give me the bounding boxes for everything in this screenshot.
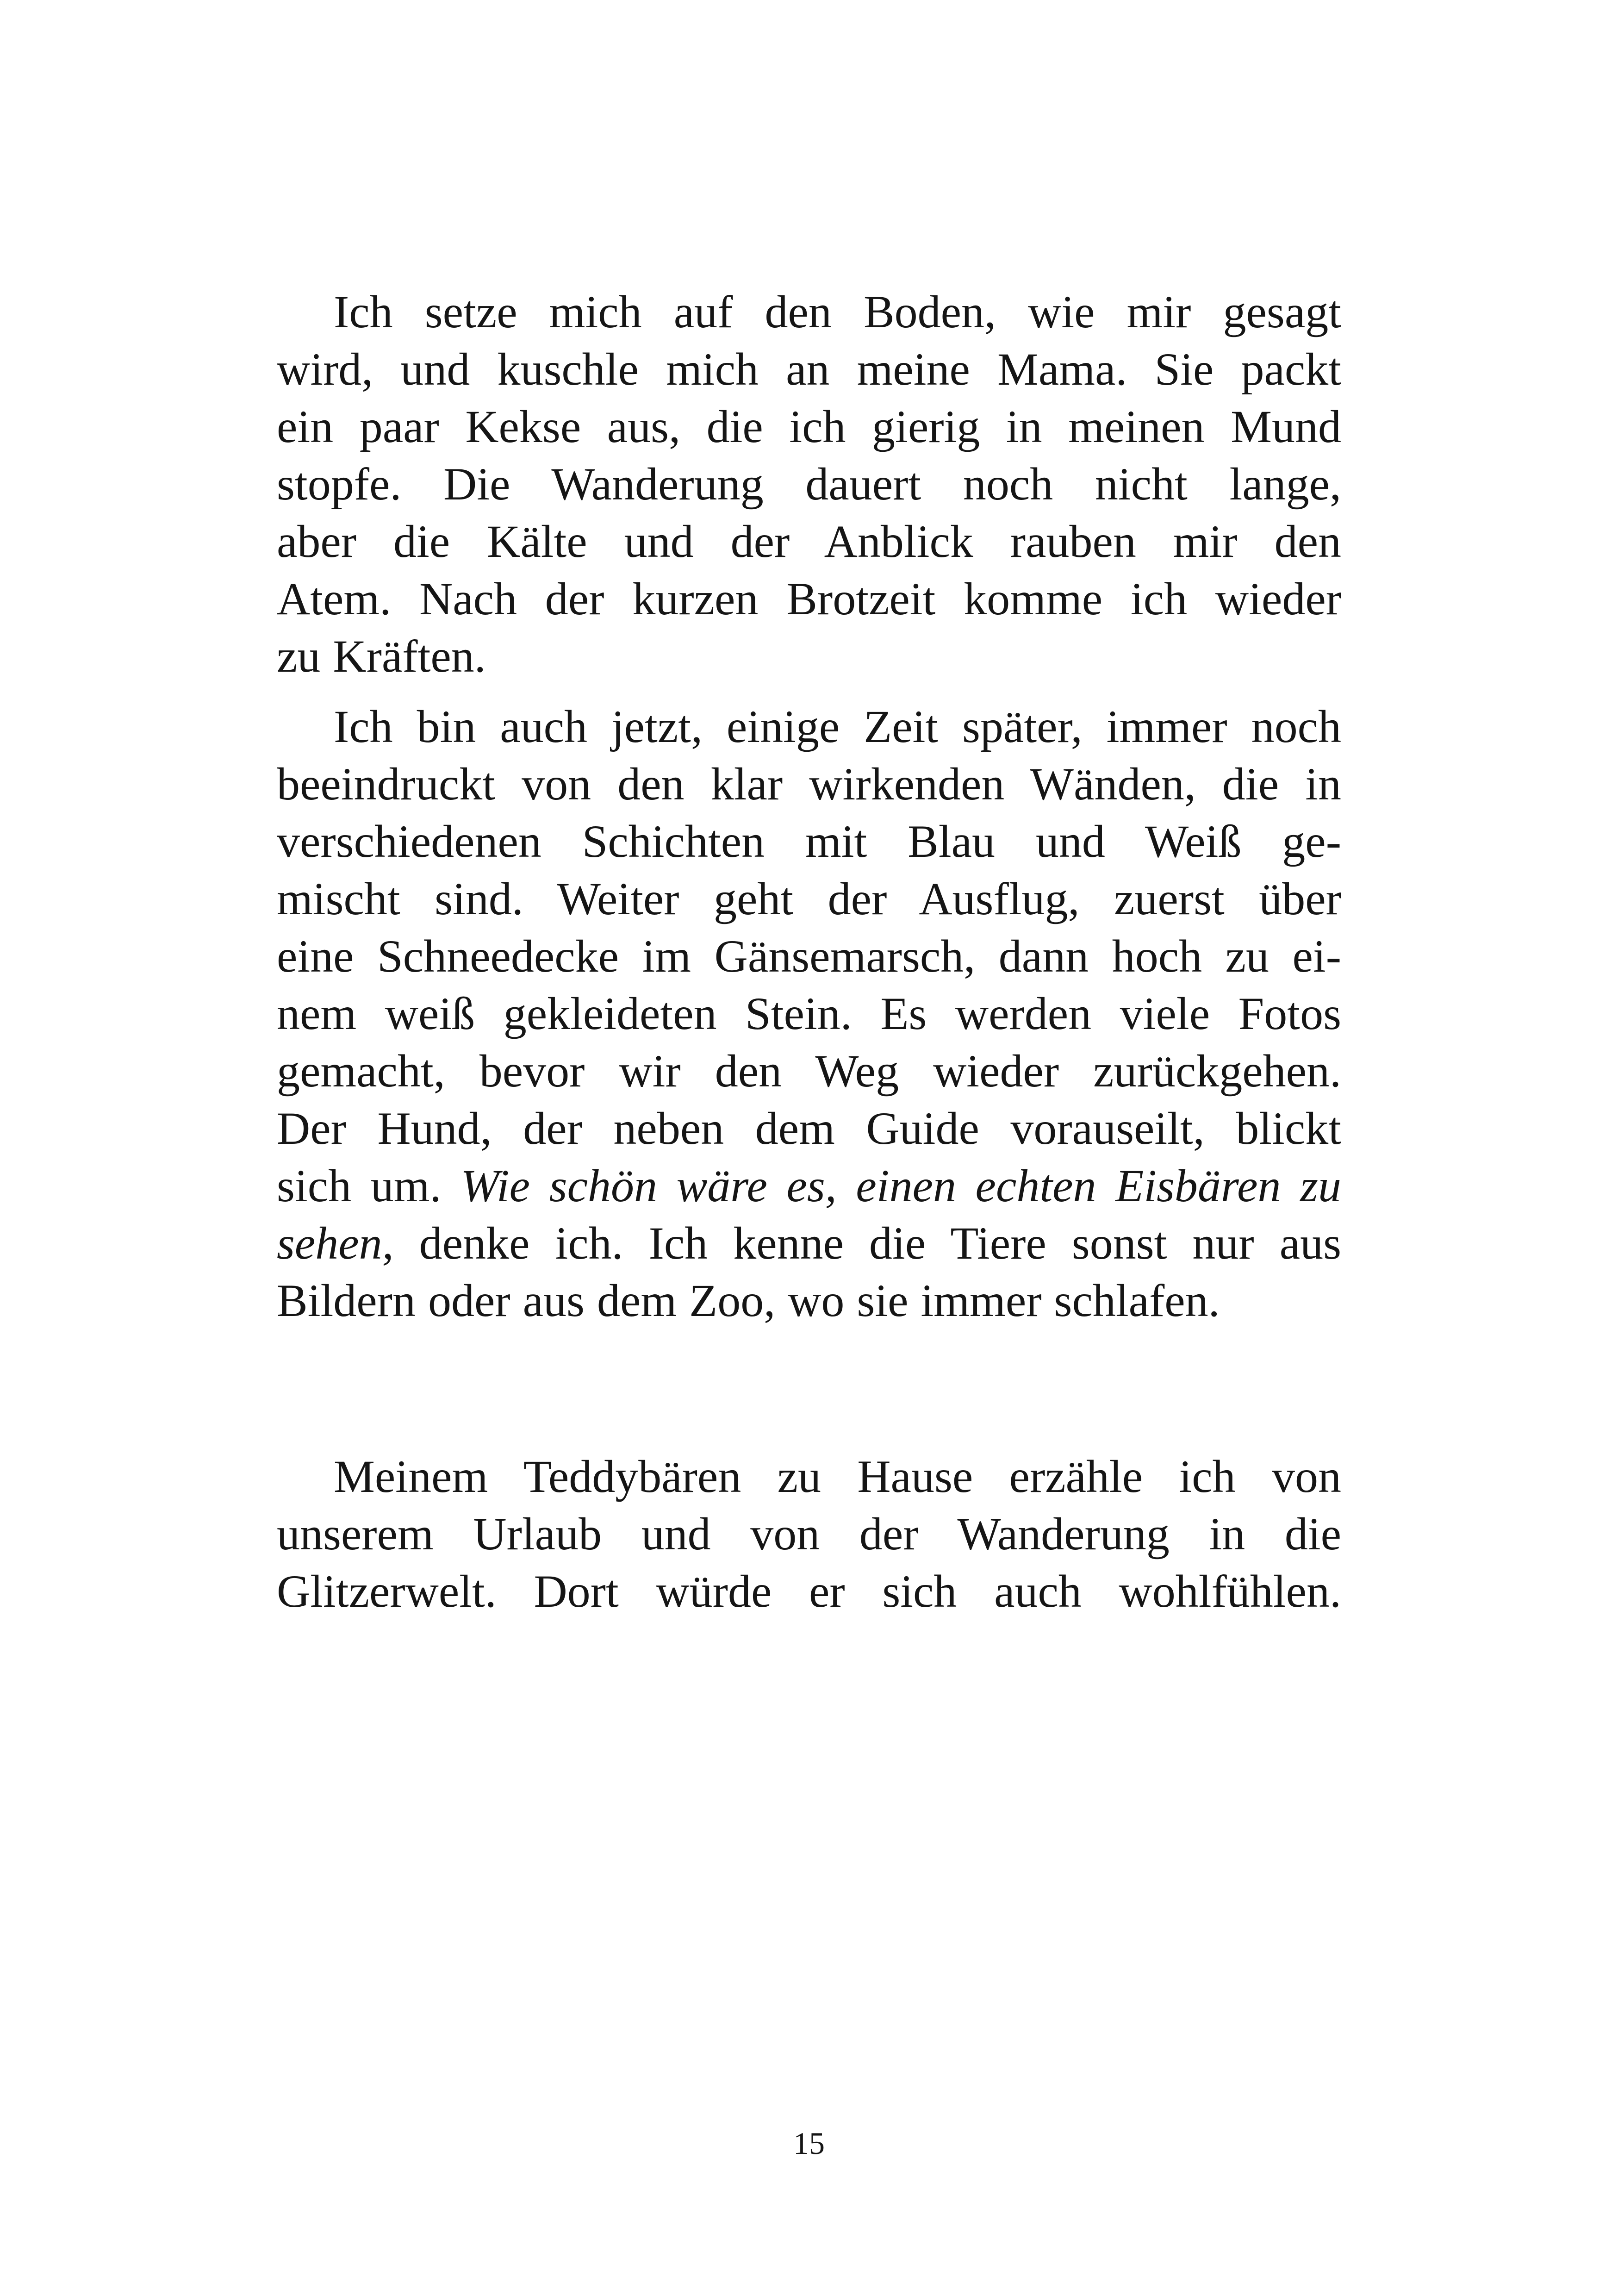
text-segment: denke ich. Ich kenne die Tiere sonst nur aus	[419, 1217, 1341, 1269]
text-line-mixed	[277, 1215, 1341, 1272]
text-line: Ich bin auch jetzt, einige Zeit später, immer noch	[334, 701, 1341, 752]
text-line: ein paar Kekse aus, die ich gierig in meinen Mund	[277, 401, 1341, 452]
text-line: Bildern oder aus dem Zoo, wo sie immer schlafen.	[277, 1275, 1220, 1326]
page-number: 15	[793, 2126, 825, 2161]
text-line: stopfe. Die Wanderung dauert noch nicht lange,	[277, 458, 1341, 510]
paragraph-1	[277, 283, 1341, 685]
text-line: unserem Urlaub und von der Wanderung in die	[277, 1508, 1341, 1560]
text-line: Atem. Nach der kurzen Brotzeit komme ich wieder	[277, 573, 1341, 624]
text-line: Ich setze mich auf den Boden, wie mir gesagt	[334, 286, 1341, 337]
text-line: mischt sind. Weiter geht der Ausflug, zuerst über	[277, 873, 1341, 924]
text-line: Glitzerwelt. Dort würde er sich auch wohlfühlen.	[277, 1566, 1341, 1617]
paragraph-3	[277, 1448, 1341, 1620]
text-line: eine Schneedecke im Gänsemarsch, dann hoch zu ei-	[277, 930, 1341, 982]
text-line: nem weiß gekleideten Stein. Es werden viele Fotos	[277, 988, 1341, 1039]
text-line: aber die Kälte und der Anblick rauben mir den	[277, 516, 1341, 567]
text-line: zu Kräften.	[277, 630, 486, 682]
text-line: wird, und kuschle mich an meine Mama. Sie packt	[277, 343, 1341, 395]
paragraph-2	[277, 698, 1341, 1329]
italic-thought: sehen,	[277, 1217, 394, 1269]
text-line: Der Hund, der neben dem Guide vorauseilt, blickt	[277, 1103, 1341, 1154]
text-line: Meinem Teddybären zu Hause erzähle ich von	[334, 1451, 1341, 1502]
text-segment: sich um.	[277, 1160, 442, 1211]
text-line: beeindruckt von den klar wirkenden Wänden, die in	[277, 758, 1341, 810]
italic-thought: Wie schön wäre es, einen echten Eisbären zu	[461, 1160, 1342, 1211]
text-line: gemacht, bevor wir den Weg wieder zurückgehen.	[277, 1045, 1341, 1097]
text-line: verschiedenen Schichten mit Blau und Weiß ge-	[277, 816, 1341, 867]
text-line-mixed	[277, 1157, 1341, 1215]
